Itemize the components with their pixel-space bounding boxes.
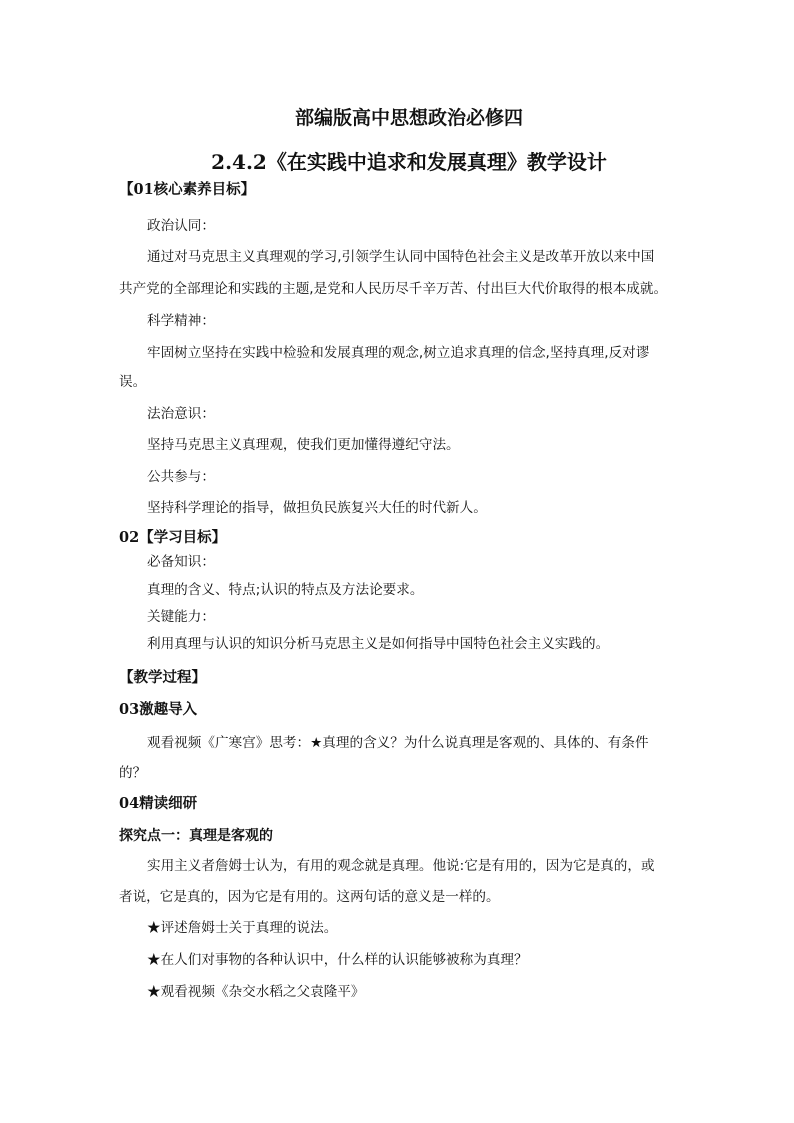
section-heading-close-reading: 04精读细研 [119, 795, 198, 812]
question-2: ★在人们对事物的各种认识中，什么样的认识能够被称为真理？ [147, 952, 528, 968]
text-rule-of-law: 坚持马克思主义真理观，使我们更加懂得遵纪守法。 [147, 437, 460, 453]
text-scientific-spirit-1: 牢固树立坚持在实践中检验和发展真理的观念,树立追求真理的信念,坚持真理,反对谬 [147, 345, 650, 361]
inquiry-point-1-heading: 探究点一：真理是客观的 [119, 828, 273, 844]
section-heading-core-literacy: 【01核心素养目标】 [119, 181, 256, 198]
text-scientific-spirit-2: 误。 [119, 374, 147, 390]
label-public-participation: 公共参与： [147, 469, 215, 485]
text-public-participation: 坚持科学理论的指导，做担负民族复兴大任的时代新人。 [147, 500, 487, 516]
label-rule-of-law: 法治意识： [147, 406, 215, 422]
text-introduction-1: 观看视频《广寒宫》思考：★真理的含义？为什么说真理是客观的、具体的、有条件 [147, 735, 649, 751]
section-heading-introduction: 03激趣导入 [119, 701, 198, 718]
question-3: ★观看视频《杂交水稻之父袁隆平》 [147, 984, 365, 1000]
text-required-knowledge: 真理的含义、特点;认识的特点及方法论要求。 [147, 582, 424, 598]
label-key-ability: 关键能力： [147, 609, 215, 625]
lesson-title: 2.4.2《在实践中追求和发展真理》教学设计 [211, 150, 607, 174]
label-scientific-spirit: 科学精神： [147, 313, 215, 329]
question-1: ★评述詹姆士关于真理的说法。 [147, 920, 338, 936]
document-title: 部编版高中思想政治必修四 [294, 107, 523, 129]
section-heading-learning-goals: 02【学习目标】 [119, 529, 227, 546]
text-political-identity-1: 通过对马克思主义真理观的学习,引领学生认同中国特色社会主义是改革开放以来中国 [147, 249, 655, 265]
text-pragmatism-2: 者说，它是真的，因为它是有用的。这两句话的意义是一样的。 [119, 889, 500, 905]
text-key-ability: 利用真理与认识的知识分析马克思主义是如何指导中国特色社会主义实践的。 [147, 636, 610, 652]
text-political-identity-2: 共产党的全部理论和实践的主题,是党和人民历尽千辛万苦、付出巨大代价取得的根本成就。 [119, 281, 668, 297]
section-heading-teaching-process: 【教学过程】 [119, 669, 206, 686]
text-pragmatism-1: 实用主义者詹姆士认为，有用的观念就是真理。他说:它是有用的，因为它是真的，或 [147, 858, 655, 874]
label-political-identity: 政治认同： [147, 218, 215, 234]
label-required-knowledge: 必备知识： [147, 554, 215, 570]
text-introduction-2: 的？ [119, 765, 147, 781]
